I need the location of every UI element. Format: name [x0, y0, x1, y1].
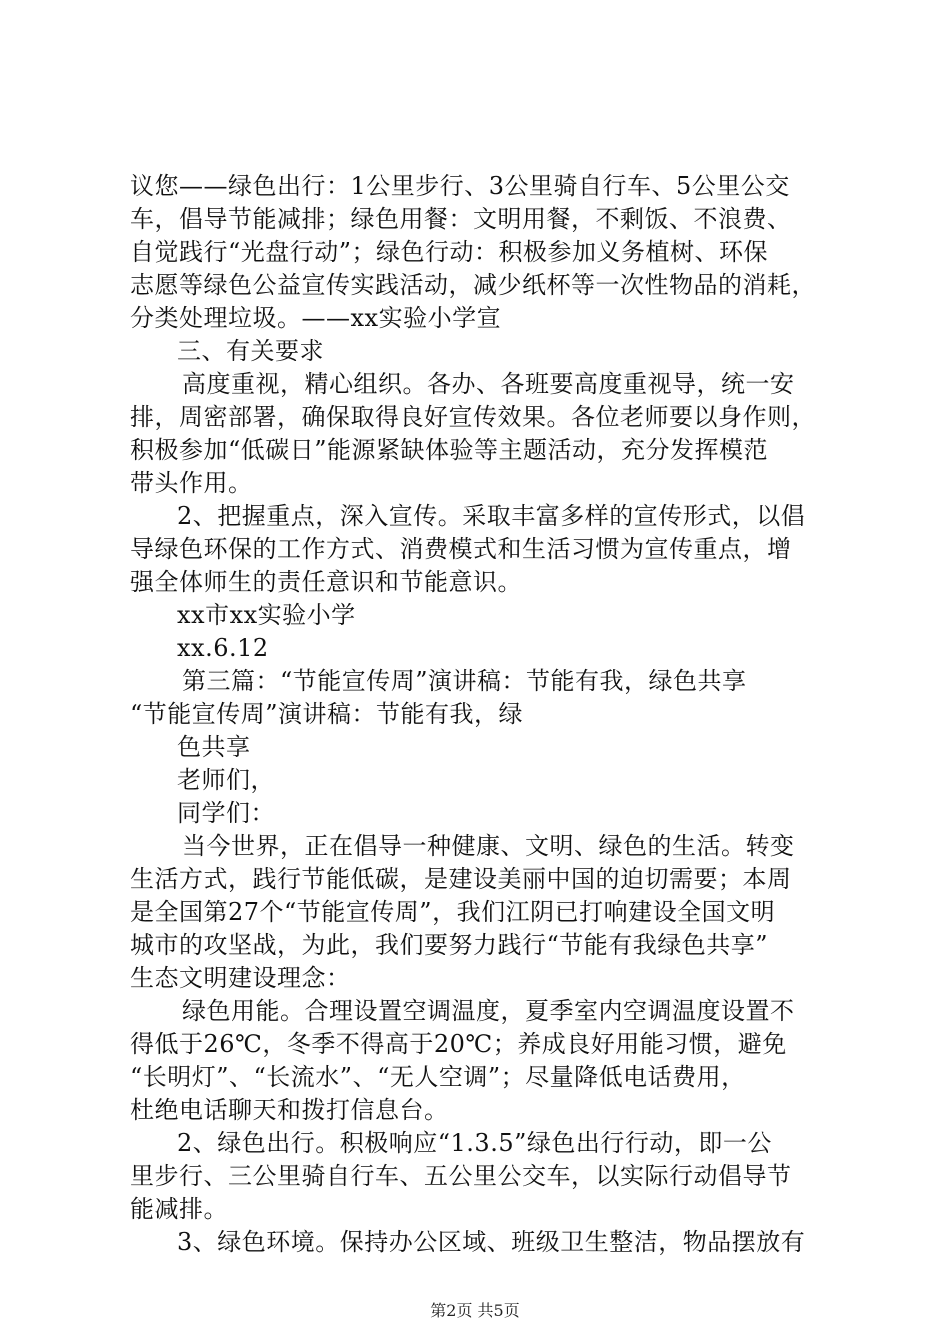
text-line: 色共享 — [177, 733, 251, 761]
text-line: 是全国第27个“节能宣传周”，我们江阴已打响建设全国文明 — [130, 898, 776, 926]
text-line: 2、把握重点，深入宣传。采取丰富多样的宣传形式，以倡 — [177, 502, 806, 530]
text-line: 排，周密部署，确保取得良好宣传效果。各位老师要以身作则， — [130, 403, 816, 431]
text-line: 绿色用能。合理设置空调温度，夏季室内空调温度设置不 — [182, 997, 795, 1025]
text-line: “长明灯”、“长流水”、“无人空调”；尽量降低电话费用， — [130, 1063, 746, 1091]
signature-date: xx.6.12 — [177, 634, 269, 662]
text-line: 里步行、三公里骑自行车、五公里公交车，以实际行动倡导节 — [130, 1162, 792, 1190]
text-line: 能减排。 — [130, 1195, 228, 1223]
text-line: 城市的攻坚战，为此，我们要努力践行“节能有我绿色共享” — [130, 931, 769, 959]
chapter-title: 第三篇：“节能宣传周”演讲稿：节能有我，绿色共享 — [182, 667, 747, 695]
text-line: 高度重视，精心组织。各办、各班要高度重视导，统一安 — [182, 370, 795, 398]
text-line: 议您——绿色出行：1公里步行、3公里骑自行车、5公里公交 — [130, 172, 790, 200]
page-footer: 第2页 共5页 — [430, 1301, 520, 1320]
text-line: 生活方式，践行节能低碳，是建设美丽中国的迫切需要；本周 — [130, 865, 792, 893]
text-line: 3、绿色环境。保持办公区域、班级卫生整洁，物品摆放有 — [177, 1228, 806, 1256]
text-line: 强全体师生的责任意识和节能意识。 — [130, 568, 522, 596]
signature-org: xx市xx实验小学 — [177, 601, 356, 629]
text-line: 杜绝电话聊天和拨打信息台。 — [130, 1096, 449, 1124]
salutation: 老师们， — [177, 766, 275, 794]
text-line: 分类处理垃圾。——xx实验小学宣 — [130, 304, 502, 332]
text-line: 导绿色环保的工作方式、消费模式和生活习惯为宣传重点，增 — [130, 535, 792, 563]
salutation: 同学们： — [177, 799, 275, 827]
text-line: “节能宣传周”演讲稿：节能有我，绿 — [130, 700, 524, 728]
text-line: 志愿等绿色公益宣传实践活动，减少纸杯等一次性物品的消耗， — [130, 271, 816, 299]
text-line: 积极参加“低碳日”能源紧缺体验等主题活动，充分发挥模范 — [130, 436, 769, 464]
section-heading: 三、有关要求 — [177, 337, 324, 365]
text-line: 带头作用。 — [130, 469, 253, 497]
text-line: 当今世界，正在倡导一种健康、文明、绿色的生活。转变 — [182, 832, 795, 860]
text-line: 2、绿色出行。积极响应“1.3.5”绿色出行行动，即一公 — [177, 1129, 772, 1157]
text-line: 生态文明建设理念： — [130, 964, 351, 992]
text-line: 车，倡导节能减排；绿色用餐：文明用餐，不剩饭、不浪费、 — [130, 205, 792, 233]
text-line: 自觉践行“光盘行动”；绿色行动：积极参加义务植树、环保 — [130, 238, 769, 266]
text-line: 得低于26℃，冬季不得高于20℃；养成良好用能习惯，避免 — [130, 1030, 787, 1058]
